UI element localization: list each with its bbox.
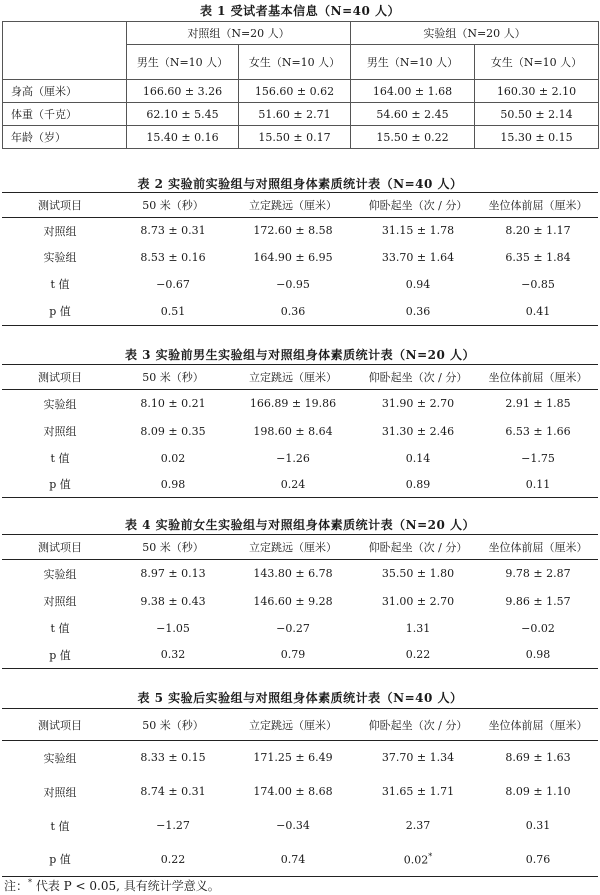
footnote-prefix: 注： [4,879,29,893]
row-label: p 值 [49,853,71,867]
table-cell: 0.41 [525,304,551,318]
table-cell: −0.95 [276,277,310,291]
table4-caption: 表 4 实验前女生实验组与对照组身体素质统计表（N=20 人） [124,518,476,532]
table-cell: 8.97 ± 0.13 [140,567,206,581]
table-cell: 15.40 ± 0.16 [127,126,239,149]
table-row [3,126,599,149]
table-cell: 6.53 ± 1.66 [505,424,571,438]
row-label: p 值 [49,305,71,319]
table-row [2,775,598,809]
table-row [2,218,598,244]
table-cell: 8.73 ± 0.31 [140,224,206,238]
table-cell: 33.70 ± 1.64 [381,250,455,264]
table-cell: 8.33 ± 0.15 [140,751,206,765]
table-cell: 1.31 [405,621,431,635]
column-header: 立定跳远（厘米） [228,193,358,218]
table-cell: 2.37 [405,819,431,832]
table-cell: −0.34 [276,819,310,832]
row-label: 年龄（岁） [3,126,127,149]
row-label: 身高（厘米） [3,80,127,103]
table-row [2,418,598,445]
column-header: 50 米（秒） [118,535,228,560]
row-label: 对照组 [43,785,77,799]
row-label: 对照组 [43,595,77,608]
column-header: 测试项目 [2,709,118,741]
row-label: 对照组 [43,224,77,238]
table-cell: 0.31 [525,819,551,832]
table3-caption: 表 3 实验前男生实验组与对照组身体素质统计表（N=20 人） [124,348,476,362]
table-cell: 8.74 ± 0.31 [140,785,206,798]
table-cell [358,843,478,877]
table-cell: 160.30 ± 2.10 [475,80,599,103]
table-cell: 54.60 ± 2.45 [351,103,475,126]
table-row [3,80,599,103]
table-cell: 37.70 ± 1.34 [381,751,455,765]
column-header: 坐位体前屈（厘米） [478,709,598,741]
column-header: 仰卧起坐（次 / 分） [358,709,478,741]
significance-mark: * [428,851,433,861]
table-cell: 198.60 ± 8.64 [253,424,333,438]
table-cell: 166.89 ± 19.86 [249,397,337,411]
table-cell: 15.50 ± 0.17 [239,126,351,149]
table-cell: 31.15 ± 1.78 [381,224,455,238]
table-cell: 0.79 [280,648,306,662]
table-cell: 0.94 [405,277,431,291]
table-row [2,244,598,271]
column-header: 仰卧起坐（次 / 分） [358,193,478,218]
table-cell: 6.35 ± 1.84 [505,250,571,264]
table2-caption: 表 2 实验前实验组与对照组身体素质统计表（N=40 人） [137,177,463,191]
row-label: t 值 [50,819,70,833]
table1-subheader: 男生（N=10 人） [127,45,239,80]
table-cell: 9.86 ± 1.57 [505,594,571,608]
row-label: t 值 [50,452,70,465]
table-row [2,560,598,588]
table-row [2,615,598,642]
table-row [2,588,598,615]
column-header: 50 米（秒） [118,193,228,218]
table-cell: 172.60 ± 8.58 [253,224,333,238]
table-cell: 9.38 ± 0.43 [140,594,206,608]
table-cell: 15.50 ± 0.22 [351,126,475,149]
table-cell: 0.36 [280,304,306,318]
table-cell: 0.11 [525,477,551,491]
column-header: 测试项目 [2,535,118,560]
table-cell: 0.51 [160,304,186,318]
footnote-text: 代表 P < 0.05, 具有统计学意义。 [32,879,220,893]
table-cell: 2.91 ± 1.85 [505,397,571,411]
column-header: 坐位体前屈（厘米） [478,193,598,218]
table-cell: 0.98 [160,477,186,491]
table-row [3,103,599,126]
table-cell: 0.36 [405,304,431,318]
table-cell: 31.30 ± 2.46 [381,424,455,438]
column-header: 立定跳远（厘米） [228,709,358,741]
table-cell: 8.53 ± 0.16 [140,250,206,264]
table-row [2,642,598,669]
row-label: 实验组 [43,567,77,581]
table2 [2,192,598,326]
table-cell: 146.60 ± 9.28 [253,594,333,608]
table-cell: 164.90 ± 6.95 [253,250,333,264]
table-cell: 174.00 ± 8.68 [253,785,333,798]
table3 [2,364,598,498]
table-cell: 8.10 ± 0.21 [140,397,206,411]
row-label: 实验组 [43,251,77,264]
table1-corner [3,22,127,80]
table-cell: 8.20 ± 1.17 [505,224,571,238]
table-cell: 171.25 ± 6.49 [253,751,333,765]
table1-subheader: 男生（N=10 人） [351,45,475,80]
footnote [4,877,220,894]
table-cell: 156.60 ± 0.62 [239,80,351,103]
table-cell: 8.09 ± 1.10 [505,785,571,798]
table-cell: 8.09 ± 0.35 [140,424,206,438]
table4 [2,534,598,669]
table-cell: 9.78 ± 2.87 [505,567,571,581]
table-cell: 143.80 ± 6.78 [253,567,333,581]
column-header: 坐位体前屈（厘米） [478,365,598,390]
table-cell: −0.85 [521,277,555,291]
table-cell: −0.67 [156,277,190,291]
table-cell: 0.14 [405,451,431,465]
table-cell: 0.32 [160,648,186,662]
table-row [2,271,598,298]
table-cell: 0.76 [525,852,551,866]
table-row [2,390,598,418]
column-header: 仰卧起坐（次 / 分） [358,365,478,390]
table-cell: 51.60 ± 2.71 [239,103,351,126]
table-cell: −1.75 [521,451,555,465]
table-cell: 0.24 [280,477,306,491]
table-cell: 0.22 [405,648,431,662]
column-header: 测试项目 [2,365,118,390]
table-cell: 0.98 [525,648,551,662]
table-cell: 31.65 ± 1.71 [381,785,455,798]
table-cell: −1.26 [276,451,310,465]
table-cell: 0.74 [280,852,306,866]
row-label: p 值 [49,648,71,662]
row-label: t 值 [50,622,70,635]
table-cell: −1.05 [156,621,190,635]
table1-caption: 表 1 受试者基本信息（N=40 人） [199,4,401,18]
table-cell: 164.00 ± 1.68 [351,80,475,103]
significant-value: 0.02 [403,853,429,867]
table-cell: 62.10 ± 5.45 [127,103,239,126]
table-row [2,472,598,498]
table-cell: 0.22 [160,852,186,866]
table-cell: 8.69 ± 1.63 [505,751,571,765]
row-label: 实验组 [43,751,77,765]
table-cell: 166.60 ± 3.26 [127,80,239,103]
table-cell: 35.50 ± 1.80 [381,567,455,581]
table-row [2,298,598,326]
table1-group-control: 对照组（N=20 人） [127,22,351,45]
column-header: 50 米（秒） [118,709,228,741]
table-row [2,445,598,472]
row-label: t 值 [50,278,70,291]
table-row [2,809,598,843]
row-label: 对照组 [43,425,77,438]
table-cell: −0.27 [276,621,310,635]
row-label: 体重（千克） [3,103,127,126]
table-row [2,741,598,775]
table-row [2,843,598,877]
column-header: 坐位体前屈（厘米） [478,535,598,560]
table5-caption: 表 5 实验后实验组与对照组身体素质统计表（N=40 人） [137,691,463,705]
row-label: 实验组 [43,397,77,411]
table1-group-experiment: 实验组（N=20 人） [351,22,599,45]
table5 [2,708,598,877]
column-header: 仰卧起坐（次 / 分） [358,535,478,560]
column-header: 测试项目 [2,193,118,218]
column-header: 立定跳远（厘米） [228,365,358,390]
row-label: p 值 [49,478,71,492]
table-cell: 15.30 ± 0.15 [475,126,599,149]
table1-subheader: 女生（N=10 人） [239,45,351,80]
column-header: 立定跳远（厘米） [228,535,358,560]
table-cell: 0.89 [405,477,431,491]
table-cell: 31.90 ± 2.70 [381,397,455,411]
table1 [2,21,599,149]
table1-subheader: 女生（N=10 人） [475,45,599,80]
table-cell: 31.00 ± 2.70 [381,594,455,608]
footnote-mark: * [28,878,33,887]
table-cell: 0.02 [160,451,186,465]
table-cell: −0.02 [521,621,555,635]
column-header: 50 米（秒） [118,365,228,390]
table-cell: 50.50 ± 2.14 [475,103,599,126]
table-cell: −1.27 [156,819,190,832]
